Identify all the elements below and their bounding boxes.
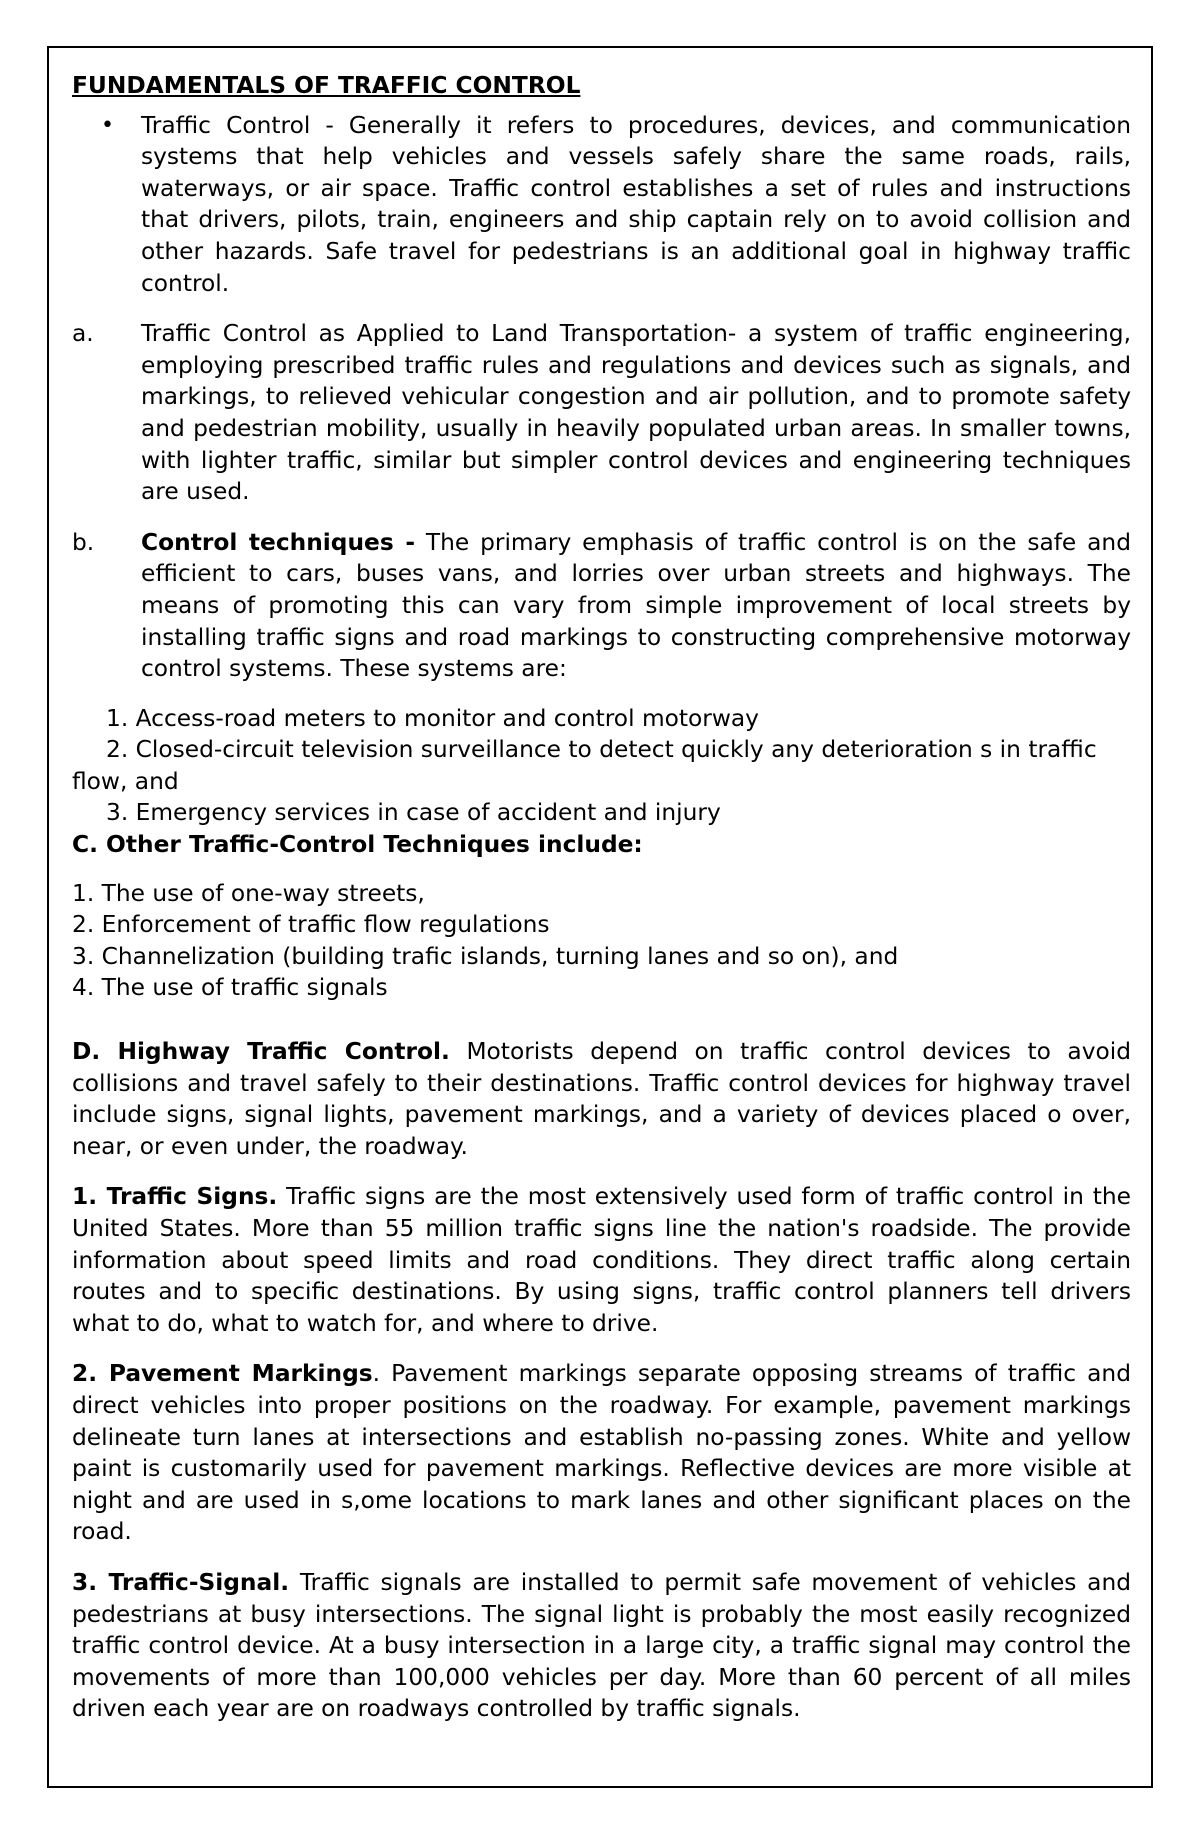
section-c-item-1: 1. The use of one-way streets, [72,879,425,907]
bullet-icon: • [101,112,114,138]
traffic-signal-paragraph [72,1567,1131,1725]
traffic-signs-paragraph [72,1181,1131,1339]
traffic-signs-heading: 1. Traffic Signs. [72,1183,278,1211]
item-a-marker: a. [72,320,94,348]
pavement-markings-text: . Pavement markings separate opposing streams of traffic and direct vehicles into proper positions on the roadway. For example, pavement markings delineate turn lanes at intersections and establish no-passing zones. White and yellow paint is customarily used for pavement markings. Reflective devices are more visible at night and are used in s,ome locations to mark lanes and other significant places on the road. [72,1360,1131,1546]
traffic-signal-heading: 3. Traffic-Signal. [72,1568,290,1596]
traffic-signs-text: Traffic signs are the most extensively used form of traffic control in the United States. More than 55 million traffic signs line the nation's roadside. The provide information about speed limits and road conditions. They direct traffic along certain routes and to specific destinations. By using signs, traffic control planners tell drivers what to do, what to watch for, and where to drive. [72,1183,1131,1337]
section-c-list [72,878,1131,1004]
pavement-markings-heading: 2. Pavement Markings [72,1360,373,1388]
item-b-control-techniques [72,527,1131,685]
section-d-paragraph [72,1036,1131,1162]
item-b-heading: Control techniques - [141,528,415,556]
document-title: FUNDAMENTALS OF TRAFFIC CONTROL [72,72,581,99]
control-system-item-2-continued: flow, and [72,767,179,795]
item-b-text: The primary emphasis of traffic control is on the safe and efficient to cars, buses vans, and lorries over urban streets and highways. The means of promoting this can vary from simple improvement of local streets by installing traffic signs and road markings to constructing comprehensive motorway control systems. These systems are: [141,528,1131,683]
item-a-text: Traffic Control as Applied to Land Transportation- a system of traffic engineering, employing prescribed traffic rules and regulations and devices such as signals, and markings, to relieved vehicular congestion and air pollution, and to promote safety and pedestrian mobility, usually in heavily populated urban areas. In smaller towns, with lighter traffic, similar but simpler control devices and engineering techniques are used. [141,320,1131,506]
section-c-item-3: 3. Channelization (building trafic islands, turning lanes and so on), and [72,942,899,970]
bullet-item-text: Traffic Control - Generally it refers to procedures, devices, and communication systems that help vehicles and vessels safely share the same roads, rails, waterways, or air space. Traffic control establishes a set of rules and instructions that drivers, pilots, train, engineers and ship captain rely on to avoid collision and other hazards. Safe travel for pedestrians is an additional goal in highway traffic control. [141,111,1131,297]
control-system-item-3: 3. Emergency services in case of accident and injury [106,799,721,827]
section-d-text: Motorists depend on traffic control devices to avoid collisions and travel safely to their destinations. Traffic control devices for highway travel include signs, signal lights, pavement markings, and a variety of devices placed o over, near, or even under, the roadway. [72,1038,1132,1160]
bullet-item-traffic-control [72,110,1131,300]
item-a-land-transportation [72,318,1131,508]
document-body [72,70,1131,1725]
control-system-item-1: 1. Access-road meters to monitor and control motorway [106,704,759,732]
traffic-signal-text: Traffic signals are installed to permit safe movement of vehicles and pedestrians at busy intersections. The signal light is probably the most easily recognized traffic control device. At a busy intersection in a large city, a traffic signal may control the movements of more than 100,000 vehicles per day. More than 60 percent of all miles driven each year are on roadways controlled by traffic signals. [72,1568,1131,1723]
item-b-marker: b. [72,528,95,556]
control-systems-list [72,703,1131,829]
section-c-heading: C. Other Traffic-Control Techniques include: [72,831,643,859]
section-d-heading: D. Highway Traffic Control. [72,1038,450,1066]
pavement-markings-paragraph [72,1358,1131,1548]
section-c-item-4: 4. The use of traffic signals [72,974,388,1002]
section-c-item-2: 2. Enforcement of traffic flow regulations [72,911,550,939]
control-system-item-2: 2. Closed-circuit television surveillance to detect quickly any deterioration s in traffic [106,736,1097,764]
